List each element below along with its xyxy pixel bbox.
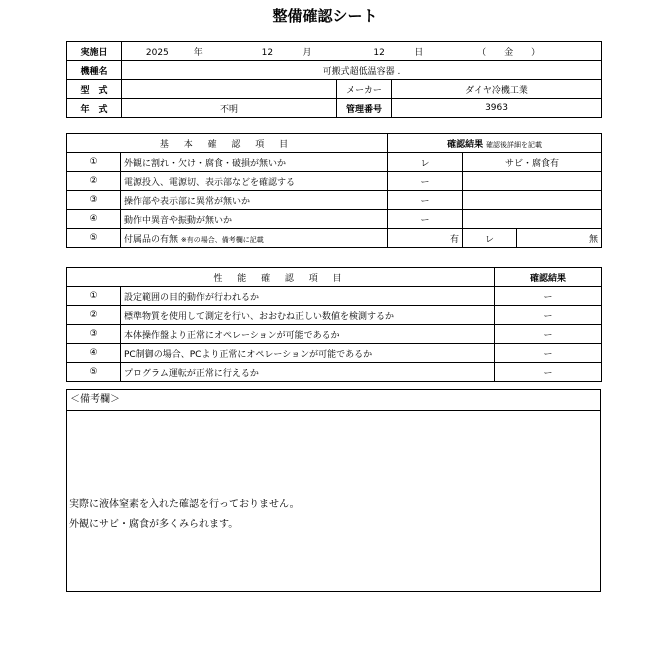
model-label: 型 式 [67, 80, 122, 99]
accessories-cell [121, 229, 388, 248]
performance-result-header: 確認結果 [495, 268, 602, 287]
row-detail: サビ・腐食有 [463, 153, 602, 172]
accessories-has: 有 [388, 229, 463, 248]
basic-check-table [66, 133, 602, 248]
table-row [67, 325, 602, 344]
row-result: ー [495, 306, 602, 325]
machine-name-label: 機種名 [67, 61, 122, 80]
model-value [122, 80, 337, 99]
row-result: レ [388, 153, 463, 172]
row-text: 操作部や表示部に異常が無いか [121, 191, 388, 210]
basic-items-header: 基 本 確 認 項 目 [67, 134, 388, 153]
table-row [67, 363, 602, 382]
accessories-none: 無 [517, 229, 602, 248]
row-text: 本体操作盤より正常にオペレーションが可能であるか [121, 325, 495, 344]
row-result: ー [495, 344, 602, 363]
row-detail [463, 191, 602, 210]
row-number: ④ [67, 344, 121, 363]
accessories-check: レ [463, 229, 517, 248]
table-row [67, 229, 602, 248]
maker-value: ダイヤ冷機工業 [392, 80, 602, 99]
row-number: ⑤ [67, 229, 121, 248]
row-detail [463, 210, 602, 229]
row-result: ー [388, 210, 463, 229]
row-number: ① [67, 153, 121, 172]
table-row [67, 191, 602, 210]
row-number: ① [67, 287, 121, 306]
row-text: プログラム運転が正常に行えるか [121, 363, 495, 382]
day-unit: 日 [414, 47, 424, 58]
info-table [66, 41, 602, 118]
performance-items-header: 性 能 確 認 項 目 [67, 268, 495, 287]
date-value [122, 42, 602, 61]
result-note: 確認後詳細を記載 [485, 140, 542, 149]
table-row [67, 172, 602, 191]
row-text: 動作中異音や振動が無いか [121, 210, 388, 229]
row-number: ② [67, 172, 121, 191]
month-unit: 月 [302, 47, 312, 58]
row-text: 設定範囲の目的動作が行われるか [121, 287, 495, 306]
table-row [67, 153, 602, 172]
row-result: ー [388, 172, 463, 191]
row-text: PC制御の場合、PCより正常にオペレーションが可能であるか [121, 344, 495, 363]
year-model-label: 年 式 [67, 99, 122, 118]
maker-label: メーカー [337, 80, 392, 99]
machine-name-value: 可搬式超低温容器 . [122, 61, 602, 80]
row-text: 標準物質を使用して測定を行い、おおむね正しい数値を検測するか [121, 306, 495, 325]
row-number: ② [67, 306, 121, 325]
result-label: 確認結果 [447, 139, 484, 150]
row-detail [463, 172, 602, 191]
weekday: （ 金 ） [477, 47, 541, 58]
mgmt-no-value: 3963 [392, 99, 602, 118]
table-row [67, 210, 602, 229]
row-result: ー [495, 363, 602, 382]
row-note: ※有の場合、備考欄に記載 [180, 235, 264, 244]
remarks-line-1: 実際に液体窒素を入れた確認を行っておりません。 [69, 499, 300, 510]
row-result: ー [388, 191, 463, 210]
table-row [67, 287, 602, 306]
row-number: ③ [67, 191, 121, 210]
row-number: ③ [67, 325, 121, 344]
row-number: ⑤ [67, 363, 121, 382]
row-text: 外観に割れ・欠け・腐食・破損が無いか [121, 153, 388, 172]
row-text: 電源投入、電源切、表示部などを確認する [121, 172, 388, 191]
table-row [67, 344, 602, 363]
row-result: ー [495, 325, 602, 344]
basic-result-header [388, 134, 602, 153]
row-text: 付属品の有無 [124, 234, 179, 245]
remarks-box [66, 389, 601, 592]
remarks-header: ＜備考欄＞ [67, 390, 600, 411]
year-value: 2025 [145, 47, 169, 58]
performance-check-table [66, 267, 602, 382]
day-value: 12 [373, 47, 385, 58]
page-title: 整備確認シート [272, 7, 378, 25]
year-model-value: 不明 [122, 99, 337, 118]
remarks-line-2: 外観にサビ・腐食が多くみられます。 [69, 519, 239, 530]
mgmt-no-label: 管理番号 [337, 99, 392, 118]
row-number: ④ [67, 210, 121, 229]
date-label: 実施日 [67, 42, 122, 61]
year-unit: 年 [193, 47, 203, 58]
table-row [67, 306, 602, 325]
month-value: 12 [261, 47, 274, 58]
row-result: ー [495, 287, 602, 306]
